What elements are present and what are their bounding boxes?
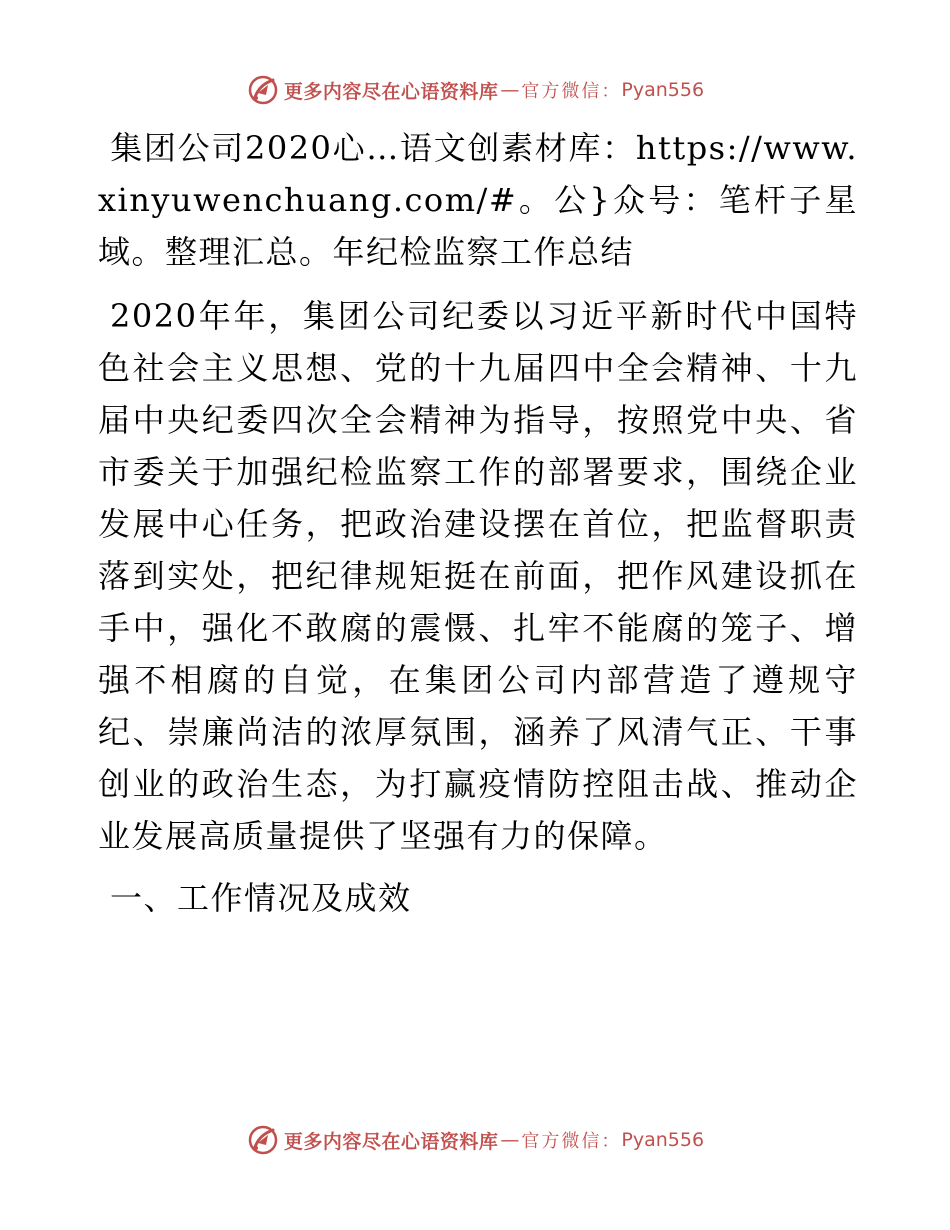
logo-icon [246,1123,280,1157]
banner-slogan: 更多内容尽在心语资料库 [283,80,499,103]
document-body [98,122,858,924]
banner-dash: — [500,79,520,101]
banner-wechat-id: Pyan556 [621,79,705,101]
banner-slogan: 更多内容尽在心语资料库 [283,1130,499,1153]
logo-icon [246,73,280,107]
header-banner [0,70,950,110]
section-heading: 一、工作情况及成效 [110,879,412,917]
banner-official-label: 官方微信： [521,81,622,102]
banner-official-label: 官方微信： [521,1131,622,1152]
paragraph-intro: 2020年年，集团公司纪委以习近平新时代中国特色社会主义思想、党的十九届四中全会精神、十九届中央纪委四次全会精神为指导，按照党中央、省市委关于加强纪检监察工作的部署要求，围绕企业发展中心任务，把政治建设摆在首位，把监督职责落到实处，把纪律规矩挺在前面，把作风建设抓在手中，强化不敢腐的震慑、扎牢不能腐的笼子、增强不相腐的自觉，在集团公司内部营造了遵规守纪、崇廉尚洁的浓厚氛围，涵养了风清气正、干事创业的政治生态，为打赢疫情防控阻击战、推动企业发展高质量提供了坚强有力的保障。 [98,297,858,855]
banner-wechat-id: Pyan556 [621,1129,705,1151]
footer-banner [0,1120,950,1160]
banner-dash: — [500,1129,520,1151]
document-title: 集团公司2020心…语文创素材库：https://www.xinyuwenchuang.com/#。公}众号：笔杆子星域。整理汇总。年纪检监察工作总结 [98,129,858,271]
